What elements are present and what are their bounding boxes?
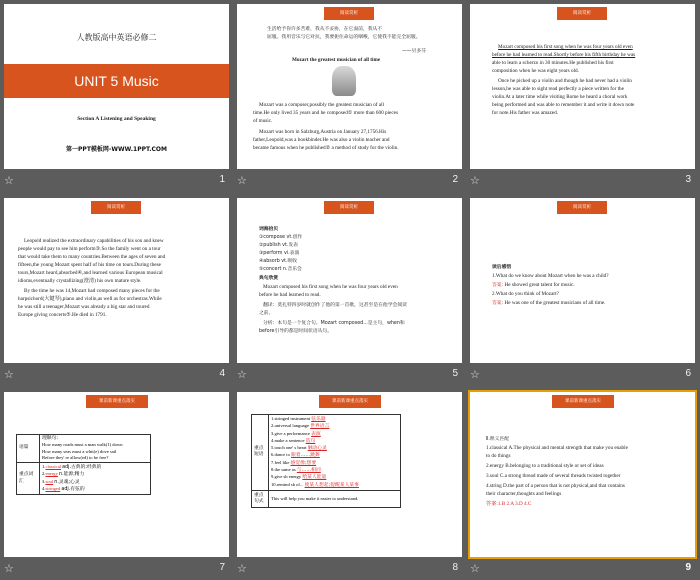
phrase-entry: 2.universal language 世界语言 <box>271 423 330 430</box>
paragraph-line: violin.At a later time while visiting Rome he heard a choral work <box>492 94 628 100</box>
slide-number: 2 <box>452 174 458 185</box>
section-tag: 阅读赏析 <box>557 7 607 20</box>
section-heading: 读后感悟 <box>492 265 512 270</box>
row-label: 重点短语 <box>252 415 269 491</box>
paragraph-line: By the time he was 14,Mozart had composed many pieces for the <box>24 288 160 294</box>
slide-thumbnail-4[interactable] <box>0 194 233 386</box>
slide-number: 9 <box>685 562 691 573</box>
brand-text: 第一PPT模板网-WWW.1PPT.COM <box>66 146 167 153</box>
phrase-entry: 4.make a sentence 造句 <box>271 437 316 444</box>
slide-6-canvas[interactable] <box>470 198 695 363</box>
section-tag: 阅读赏析 <box>324 201 374 214</box>
unit-banner <box>4 64 229 98</box>
slide-number: 3 <box>685 174 691 185</box>
paragraph-line: Mozart was a composer,possibly the greatest musician of all <box>259 102 384 108</box>
match-line: 4.string D.the part of a person that is not physical,and that contains <box>486 483 625 489</box>
table-text: 理顺句: <box>42 436 59 441</box>
section-tag: 课前新课重点落实 <box>86 395 148 408</box>
slide-thumbnail-6[interactable] <box>466 194 699 386</box>
quote-author: ——贝多芬 <box>402 49 426 54</box>
match-line: to do things <box>486 453 511 459</box>
table-text: How many roads must a man walk(1) down <box>42 442 123 448</box>
slide-number: 4 <box>219 368 225 379</box>
vocab-item: ②publish vt.发表 <box>259 243 298 248</box>
paragraph-line: lesson,he was able to sight read perfectly a piece written for the <box>492 86 624 92</box>
table-text: How many seas must a whit(e) dove sail <box>42 448 117 454</box>
phrase-entry: 6.dance to 跟着……跳舞 <box>271 452 320 459</box>
match-line: their character,thoughts and feelings <box>486 491 562 497</box>
paragraph-line: Leopold realized the extraordinary capabilities of his son and knew <box>24 238 164 244</box>
sentence-line: before he had learned to read. <box>259 292 321 298</box>
section-tag: 阅读赏析 <box>557 201 607 214</box>
question-2: 2.What do you think of Mozart? <box>492 291 559 297</box>
slide-8-canvas[interactable] <box>237 392 462 557</box>
paragraph-line: Europe giving concerts⑤.He died in 1791. <box>18 312 107 318</box>
vocab-entry: 2.energy n.能源;精力 <box>42 471 85 478</box>
table-text: Before they' re allow(ed) to be free? <box>42 454 109 460</box>
vocab-entry: 1.classical adj.古典的;经典的 <box>42 464 102 471</box>
key-sentence: This will help you make it easier to understand. <box>269 490 401 507</box>
row-label: 重点句式 <box>252 490 269 507</box>
paragraph-line: Mozart composed his first song when he was four years old even <box>498 44 633 50</box>
intro-line-2: 屈服。我用音乐与它对抗，我要扼住命运的咽喉，它使我不能完全屈服。 <box>267 35 421 40</box>
vocab-entry: 3.soul n.灵魂;心灵 <box>42 478 80 485</box>
slide-1-canvas[interactable] <box>4 4 229 169</box>
phrase-entry: 1.stringed instrument 弦乐器 <box>271 416 326 422</box>
animation-star-icon[interactable]: ☆ <box>237 174 247 187</box>
slide-thumbnail-3[interactable] <box>466 0 699 192</box>
paragraph-line: fifteen,the young Mozart spent half of his time on tours.During these <box>18 262 161 268</box>
paragraph-line: harpsichord(大键琴),piano and violin,as well as for orchestras.While <box>18 296 162 302</box>
paragraph-line: became famous when he published② a method of study for the violin. <box>253 145 399 151</box>
answer-2 <box>492 300 605 307</box>
intro-line-1: 生活给予你许多苦难，我从不妥协，在它面前，我从不 <box>267 27 383 32</box>
animation-star-icon[interactable]: ☆ <box>470 368 480 381</box>
analysis-line: 分析：本句是一个复合句。Mozart composed...是主句，when和 <box>263 321 405 326</box>
slide-number: 6 <box>685 368 691 379</box>
paragraph-line: idioms,eventually crystallizing(澄清) his own mature style. <box>18 278 142 284</box>
section-tag: 课前新课重点落实 <box>552 395 614 408</box>
phrase-entry: 8.the same as 与……相同 <box>271 467 321 474</box>
section-tag: 阅读赏析 <box>91 201 141 214</box>
slide-9-canvas[interactable] <box>470 392 695 557</box>
book-title: 人教版高中英语必修二 <box>76 33 157 42</box>
paragraph-line: able to learn a scherzo in 30 minutes.He published his first <box>492 60 614 66</box>
match-line: 3.soul C.a strong thread made of several threads twisted together <box>486 473 621 479</box>
paragraph-line: time.He only lived 35 years and he composed① more than 600 pieces <box>253 110 398 116</box>
question-1: 1.What do we know about Mozart when he was a child? <box>492 273 609 279</box>
vocab-heading: 词海拾贝 <box>259 227 279 232</box>
translation-line: 之前。 <box>259 311 274 316</box>
paragraph-line: that would take them to many countries.Between the ages of seven and <box>18 254 166 260</box>
paragraph-line: Mozart was born in Salzburg,Austria on January 27,1756.His <box>259 129 387 135</box>
unit-title: UNIT 5 Music <box>74 73 159 89</box>
paragraph-line: of music. <box>253 118 273 124</box>
paragraph-line: people would pay to see him perform③.So the family went on a tour <box>18 246 161 252</box>
slide-7-canvas[interactable] <box>4 392 229 557</box>
phrase-table <box>251 414 401 508</box>
vocab-table <box>16 434 151 495</box>
match-line: 2.energy B.belonging to a traditional style or set of ideas <box>486 463 604 469</box>
vocab-item: ③perform vi.表演 <box>259 251 300 256</box>
animation-star-icon[interactable]: ☆ <box>237 562 247 575</box>
translation-line: 翻译：莫扎特四岁时就创作了他的第一首歌，这甚至是在他学会阅读 <box>263 303 407 308</box>
row-label: 语篇 <box>17 435 40 463</box>
paragraph-line: father,Leopold,was a bookbinder.He was also a violin teacher and <box>253 137 390 143</box>
paragraph-line: Once he picked up a violin and though he had never had a violin <box>498 78 632 84</box>
section-tag: 课前新课重点落实 <box>319 395 381 408</box>
article-title: Mozart the greatest musician of all time <box>292 57 381 63</box>
slide-number: 1 <box>219 174 225 185</box>
row-label: 重点词汇 <box>17 463 40 495</box>
vocab-item: ①compose vt.创作 <box>259 235 303 240</box>
slide-4-canvas[interactable] <box>4 198 229 363</box>
slide-2-canvas[interactable] <box>237 4 462 169</box>
answer-1 <box>492 282 575 289</box>
animation-star-icon[interactable]: ☆ <box>470 174 480 187</box>
slide-5-canvas[interactable] <box>237 198 462 363</box>
phrase-entry: 3.give a performance 表演 <box>271 430 321 437</box>
paragraph-line: he was still a teenager,Mozart was already a big star and toured <box>18 304 150 310</box>
slide-number: 8 <box>452 562 458 573</box>
slide-number: 7 <box>219 562 225 573</box>
slide-thumbnail-8[interactable] <box>233 388 466 580</box>
slide-thumbnail-9[interactable] <box>466 388 699 580</box>
vocab-item: ④absorb vt.吸收 <box>259 259 298 264</box>
section-title: Section A Listening and Speaking <box>77 116 156 122</box>
paragraph-line: tours,Mozart heard,absorbed④,and learned various European musical <box>18 270 163 276</box>
slide-thumbnail-2[interactable] <box>233 0 466 192</box>
paragraph-line: composition when he was eight years old. <box>492 68 579 74</box>
phrase-entry: 7.feel like 感觉像;想要 <box>271 459 317 466</box>
answer-text: He showed great talent for music. <box>504 282 575 288</box>
answer-text: He was one of the greatest musicians of all time. <box>504 300 606 306</box>
animation-star-icon[interactable]: ☆ <box>4 174 14 187</box>
animation-star-icon[interactable]: ☆ <box>237 368 247 381</box>
sentence-line: Mozart composed his first song when he was four years old even <box>263 284 398 290</box>
paragraph-line: being performed and was able to remember it and write it down note <box>492 102 635 108</box>
animation-star-icon[interactable]: ☆ <box>4 368 14 381</box>
animation-star-icon[interactable]: ☆ <box>4 562 14 575</box>
answer-label: 答案: <box>492 301 504 306</box>
sentence-heading: 典句欣赏 <box>259 276 279 281</box>
slide-thumbnail-7[interactable] <box>0 388 233 580</box>
slide-thumbnail-1[interactable] <box>0 0 233 192</box>
answer-key: 答案:1.B 2.A 3.D 4.C <box>486 501 532 507</box>
phrase-entry: 10.remind sb of... 使某人想起;提醒某人某事 <box>271 481 359 488</box>
phrase-entry: 9.give sb energy 给某人能量 <box>271 474 327 481</box>
slide-number: 5 <box>452 368 458 379</box>
phrase-entry: 5.touch one' s heart 触动心灵 <box>271 445 327 452</box>
vocab-item: ⑤concert n.音乐会 <box>259 267 302 272</box>
analysis-line: before引导的都是时间状语从句。 <box>259 329 333 334</box>
match-line: 1.classical A.The physical and mental strength that make you enable <box>486 445 628 451</box>
answer-label: 答案: <box>492 283 504 288</box>
paragraph-line: for note.His father was amazed. <box>492 110 558 116</box>
slide-3-canvas[interactable] <box>470 4 695 169</box>
animation-star-icon[interactable]: ☆ <box>470 562 480 575</box>
section-tag: 阅读赏析 <box>324 7 374 20</box>
portrait-image <box>332 66 356 96</box>
paragraph-line: before he had learned to read.Shortly before his fifth birthday he was <box>492 52 636 58</box>
exercise-heading: Ⅱ.释义匹配 <box>486 437 510 442</box>
slide-thumbnail-5[interactable] <box>233 194 466 386</box>
vocab-entry: 4.stringed adj.有弦的 <box>42 486 85 493</box>
